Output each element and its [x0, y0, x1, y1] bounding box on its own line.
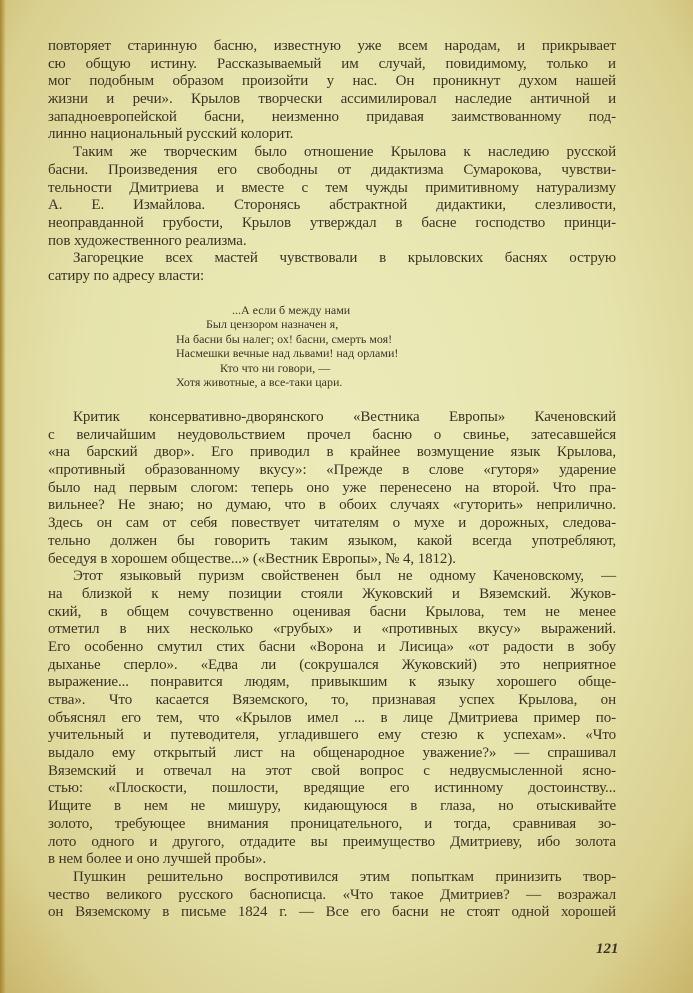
page-number: 121	[596, 941, 619, 957]
text-line: было над первым слогом: теперь оно уже перенесено на второй. Что пра-	[48, 479, 616, 496]
poem-line: Кто что ни говори, —	[220, 360, 331, 375]
text-line: сатиру по адресу власти:	[48, 267, 205, 284]
paragraph	[48, 568, 616, 869]
paragraph	[48, 144, 616, 250]
text-line: А. Е. Измайлова. Сторонясь абстрактной дидактики, слезливости,	[48, 197, 616, 214]
text-line: «на барский двор». Его приводил в крайнее возмущение язык Крылова,	[48, 444, 616, 461]
text-block-bottom	[48, 409, 616, 922]
text-line: в нем более и оно лучшей пробы».	[48, 851, 267, 868]
text-line: тельности Дмитриева и вместе с тем чужды примитивному натурализму	[48, 179, 616, 196]
paragraph	[48, 409, 616, 568]
text-line: с величайшим неудовольствием прочел басню о свинье, затесавшейся	[48, 426, 616, 443]
text-line: басни. Произведения его свободны от дидактизма Сумарокова, чувстви-	[48, 161, 616, 178]
poem-quote	[176, 303, 398, 389]
text-line: тельно должен бы говорить таким языком, какой всегда употребляют,	[48, 532, 616, 549]
poem-line: Был цензором назначен я,	[206, 317, 339, 332]
text-line: на близкой к нему позиции стояли Жуковский и Вяземский. Жуков-	[48, 585, 616, 602]
paragraph	[48, 869, 616, 922]
text-line: выражение... понравится людям, привыкшим к языку хорошего обще-	[48, 674, 616, 691]
text-line: он Вяземскому в письме 1824 г. — Все его басни не стоят одной хорошей	[48, 904, 616, 921]
text-line: Таким же творческим было отношение Крылова к наследию русской	[73, 144, 616, 161]
poem-line: Насмешки вечные над львами! над орлами!	[176, 346, 399, 361]
text-line: объяснял его тем, что «Крылов имел ... в лице Дмитриева пример по-	[48, 709, 616, 726]
text-line: золото, требующее внимания проницательного, и тогда, сравнивая зо-	[48, 815, 616, 832]
text-line: мог подобным образом произойти у нас. Он проникнут духом нашей	[48, 73, 616, 90]
text-line: дыханье сперло». «Едва ли (сокрушался Жуковский) это неприятное	[48, 656, 616, 673]
text-line: линно национальный русский колорит.	[48, 126, 294, 143]
text-line: учительный и путеводителя, угладившего ему стезю к успехам». «Что	[48, 727, 616, 744]
text-line: Этот языковый пуризм свойственен был не одному Каченовскому, —	[73, 568, 616, 585]
paragraph	[48, 250, 616, 285]
text-line: ский, в общем сочувственно оценивая басни Крылова, тем не менее	[48, 603, 616, 620]
text-line: западноевропейской басни, неизменно придавая заимствованному под-	[48, 108, 616, 125]
text-line: Загорецкие всех мастей чувствовали в крыловских баснях острую	[73, 250, 616, 267]
poem-line: Хотя животные, а все-таки цари.	[176, 374, 343, 389]
text-line: жизни и речи». Крылов творчески ассимилировал наследие античной и	[48, 91, 616, 108]
text-line: Его особенно смутил стих басни «Ворона и Лисица» «от радости в зобу	[48, 638, 616, 655]
text-line: неоправданной грубости, Крылов утверждал в басне господство принци-	[48, 214, 616, 231]
poem-line: На басни бы налег; ох! басни, смерть моя!	[176, 331, 393, 346]
text-block-top	[48, 38, 616, 286]
text-line: ства». Что касается Вяземского, то, признавая успех Крылова, он	[48, 692, 616, 708]
text-line: Вяземский и отвечал на этот свой вопрос с недвусмысленной ясно-	[48, 762, 616, 779]
text-line: лото одного и другого, отдадите вы преимущество Дмитриеву, ибо золота	[48, 833, 616, 850]
text-line: Ищите в нем не мишуру, кидающуюся в глаза, но отыскивайте	[48, 798, 616, 815]
text-line: Пушкин решительно воспротивился этим попыткам принизить твор-	[73, 868, 616, 885]
text-line: вильнее? Не знаю; но думаю, что в обоих случаях «гуторить» неприлично.	[48, 497, 616, 514]
text-line: чество великого русского баснописца. «Что такое Дмитриев? — возражал	[48, 886, 616, 903]
text-line: пов художественного реализма.	[48, 232, 247, 249]
text-line: Здесь он сам от себя повествует читателям о мухе и дорожных, следова-	[48, 515, 616, 532]
text-line: отметил в них несколько «грубых» и «противных вкусу» выражений.	[48, 621, 616, 638]
book-spine-edge	[0, 0, 6, 993]
poem-line: ...А если б между нами	[232, 303, 351, 317]
text-line: «противный образованному вкусу»: «Прежде в слове «гуторя» ударение	[48, 462, 616, 479]
paragraph	[48, 38, 616, 144]
text-line: Критик консервативно-дворянского «Вестника Европы» Каченовский	[73, 409, 616, 425]
text-line: стью: «Плоскости, пошлости, вредящие его истинному достоинству...	[48, 780, 616, 797]
text-line: повторяет старинную басню, известную уже всем народам, и прикрывает	[48, 38, 616, 54]
text-line: выдало ему открытый лист на общенародное уважение?» — спрашивал	[48, 745, 616, 762]
text-line: сю общую истину. Рассказываемый им случай, повидимому, только и	[48, 55, 616, 72]
text-line: беседуя в хорошем обществе...» («Вестник Европы», № 4, 1812).	[48, 550, 456, 567]
